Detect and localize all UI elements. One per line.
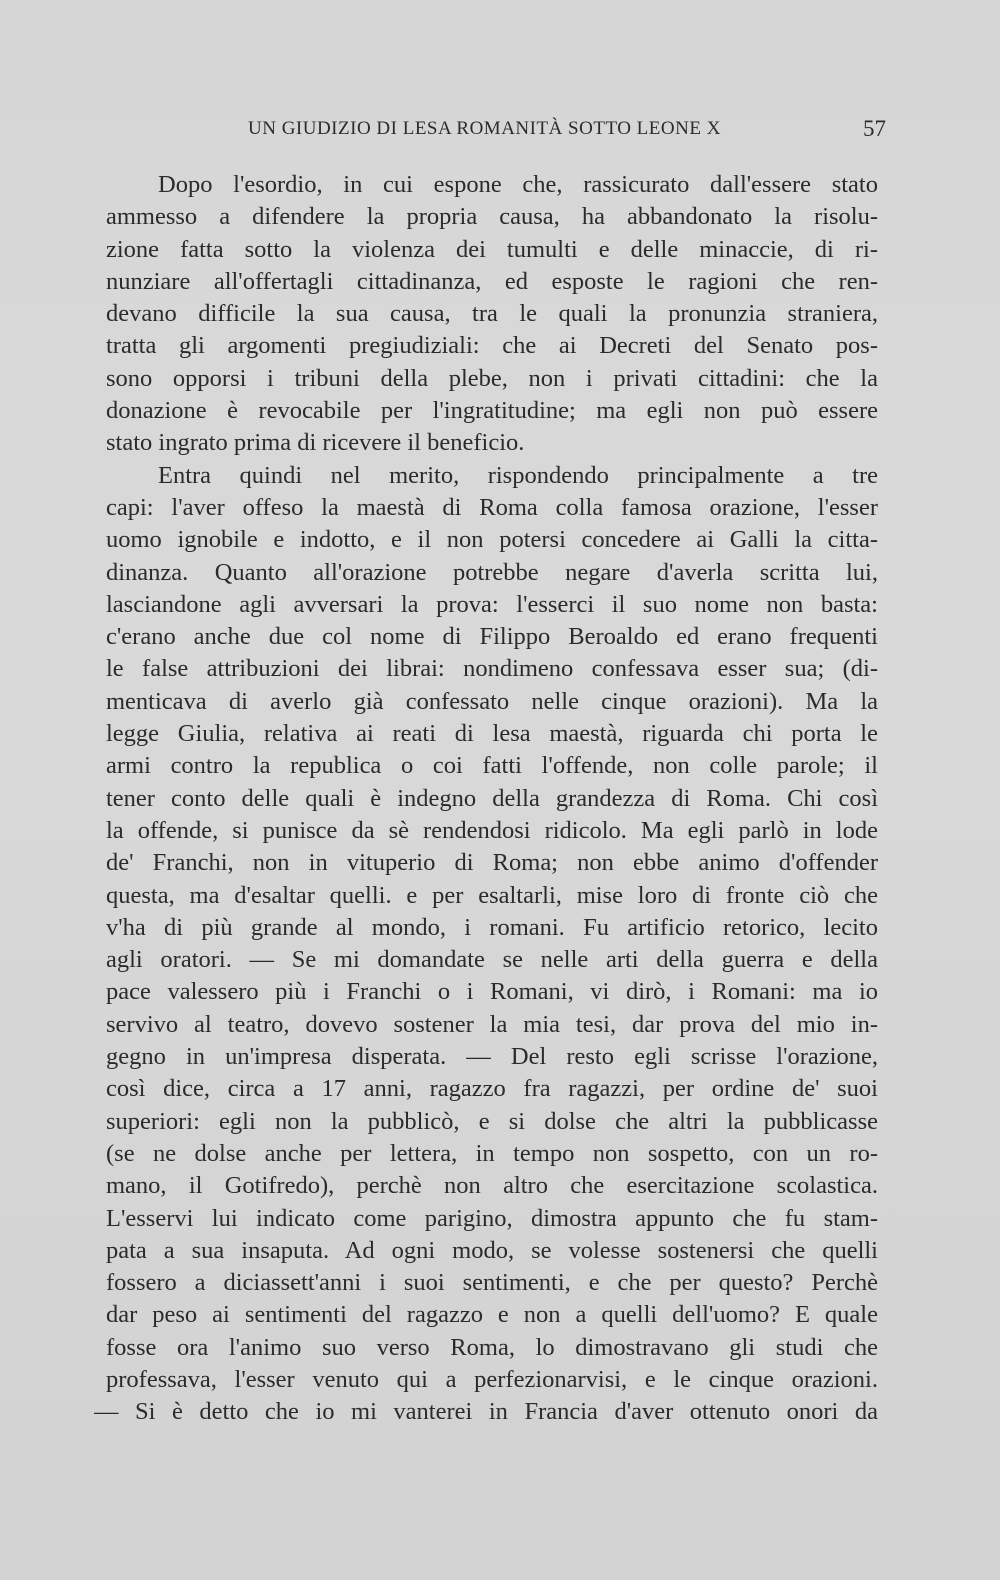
text-line: lasciandone agli avversari la prova: l'esserci il suo nome non basta: <box>106 590 878 618</box>
text-line: menticava di averlo già confessato nelle cinque orazioni). Ma la <box>106 687 878 715</box>
text-line: professava, l'esser venuto qui a perfezionarvisi, e le cinque orazioni. <box>106 1365 878 1393</box>
text-line: gegno in un'impresa disperata. — Del resto egli scrisse l'orazione, <box>106 1043 878 1071</box>
text-line: ammesso a difendere la propria causa, ha abbandonato la risolu- <box>106 203 878 231</box>
text-line: dar peso ai sentimenti del ragazzo e non a quelli dell'uomo? E quale <box>106 1301 878 1329</box>
text-line: de' Franchi, non in vituperio di Roma; non ebbe animo d'offender <box>106 849 878 877</box>
text-line: servivo al teatro, dovevo sostener la mia tesi, dar prova del mio in- <box>106 1010 878 1038</box>
text-line: tratta gli argomenti pregiudiziali: che ai Decreti del Senato pos- <box>106 332 878 360</box>
text-line: fosse ora l'animo suo verso Roma, lo dimostravano gli studi che <box>106 1333 878 1361</box>
text-line: le false attribuzioni dei librai: nondimeno confessava esser sua; (di- <box>106 655 878 683</box>
text-line: Dopo l'esordio, in cui espone che, rassicurato dall'essere stato <box>158 171 878 198</box>
text-line: pata a sua insaputa. Ad ogni modo, se volesse sostenersi che quelli <box>106 1236 878 1264</box>
text-line: legge Giulia, relativa ai reati di lesa maestà, riguarda chi porta le <box>106 720 878 748</box>
text-line: armi contro la republica o coi fatti l'offende, non colle parole; il <box>106 752 878 780</box>
text-line: questa, ma d'esaltar quelli. e per esaltarli, mise loro di fronte ciò che <box>106 881 878 909</box>
text-line: fossero a diciassett'anni i suoi sentimenti, e che per questo? Perchè <box>106 1269 878 1297</box>
text-line: devano difficile la sua causa, tra le quali la pronunzia straniera, <box>106 300 878 328</box>
text-line: sono opporsi i tribuni della plebe, non i privati cittadini: che la <box>106 364 878 392</box>
text-line: Entra quindi nel merito, rispondendo principalmente a tre <box>158 461 878 489</box>
text-line: uomo ignobile e indotto, e il non potersi concedere ai Galli la citta- <box>106 526 878 554</box>
text-line: donazione è revocabile per l'ingratitudine; ma egli non può essere <box>106 397 878 425</box>
running-title: UN GIUDIZIO DI LESA ROMANITÀ SOTTO LEONE X <box>248 118 721 139</box>
text-line: c'erano anche due col nome di Filippo Beroaldo ed erano frequenti <box>106 623 878 651</box>
text-line: stato ingrato prima di ricevere il beneficio. <box>106 429 525 457</box>
text-line: mano, il Gotifredo), perchè non altro che esercitazione scolastica. <box>106 1172 878 1200</box>
text-line: dinanza. Quanto all'orazione potrebbe negare d'averla scritta lui, <box>106 558 878 586</box>
page-number: 57 <box>863 116 886 141</box>
text-line: v'ha di più grande al mondo, i romani. Fu artificio retorico, lecito <box>106 913 878 941</box>
text-line: capi: l'aver offeso la maestà di Roma colla famosa orazione, l'esser <box>106 493 878 521</box>
text-line: zione fatta sotto la violenza dei tumulti e delle minaccie, di ri- <box>106 235 878 263</box>
text-line: tener conto delle quali è indegno della grandezza di Roma. Chi così <box>106 784 878 812</box>
text-line: così dice, circa a 17 anni, ragazzo fra ragazzi, per ordine de' suoi <box>106 1075 878 1103</box>
running-head <box>108 116 886 146</box>
text-line: L'esservi lui indicato come parigino, dimostra appunto che fu stam- <box>106 1204 878 1232</box>
text-line: la offende, si punisce da sè rendendosi ridicolo. Ma egli parlò in lode <box>106 816 878 844</box>
text-line: agli oratori. — Se mi domandate se nelle arti della guerra e della <box>106 946 878 974</box>
text-line: nunziare all'offertagli cittadinanza, ed esposte le ragioni che ren- <box>106 267 878 295</box>
body-text <box>94 169 878 1429</box>
text-line: superiori: egli non la pubblicò, e si dolse che altri la pubblicasse <box>106 1107 878 1135</box>
text-line: (se ne dolse anche per lettera, in tempo non sospetto, con un ro- <box>106 1139 878 1167</box>
text-line: pace valessero più i Franchi o i Romani, vi dirò, i Romani: ma io <box>106 978 878 1006</box>
text-line: — Si è detto che io mi vanterei in Francia d'aver ottenuto onori da <box>94 1398 878 1426</box>
